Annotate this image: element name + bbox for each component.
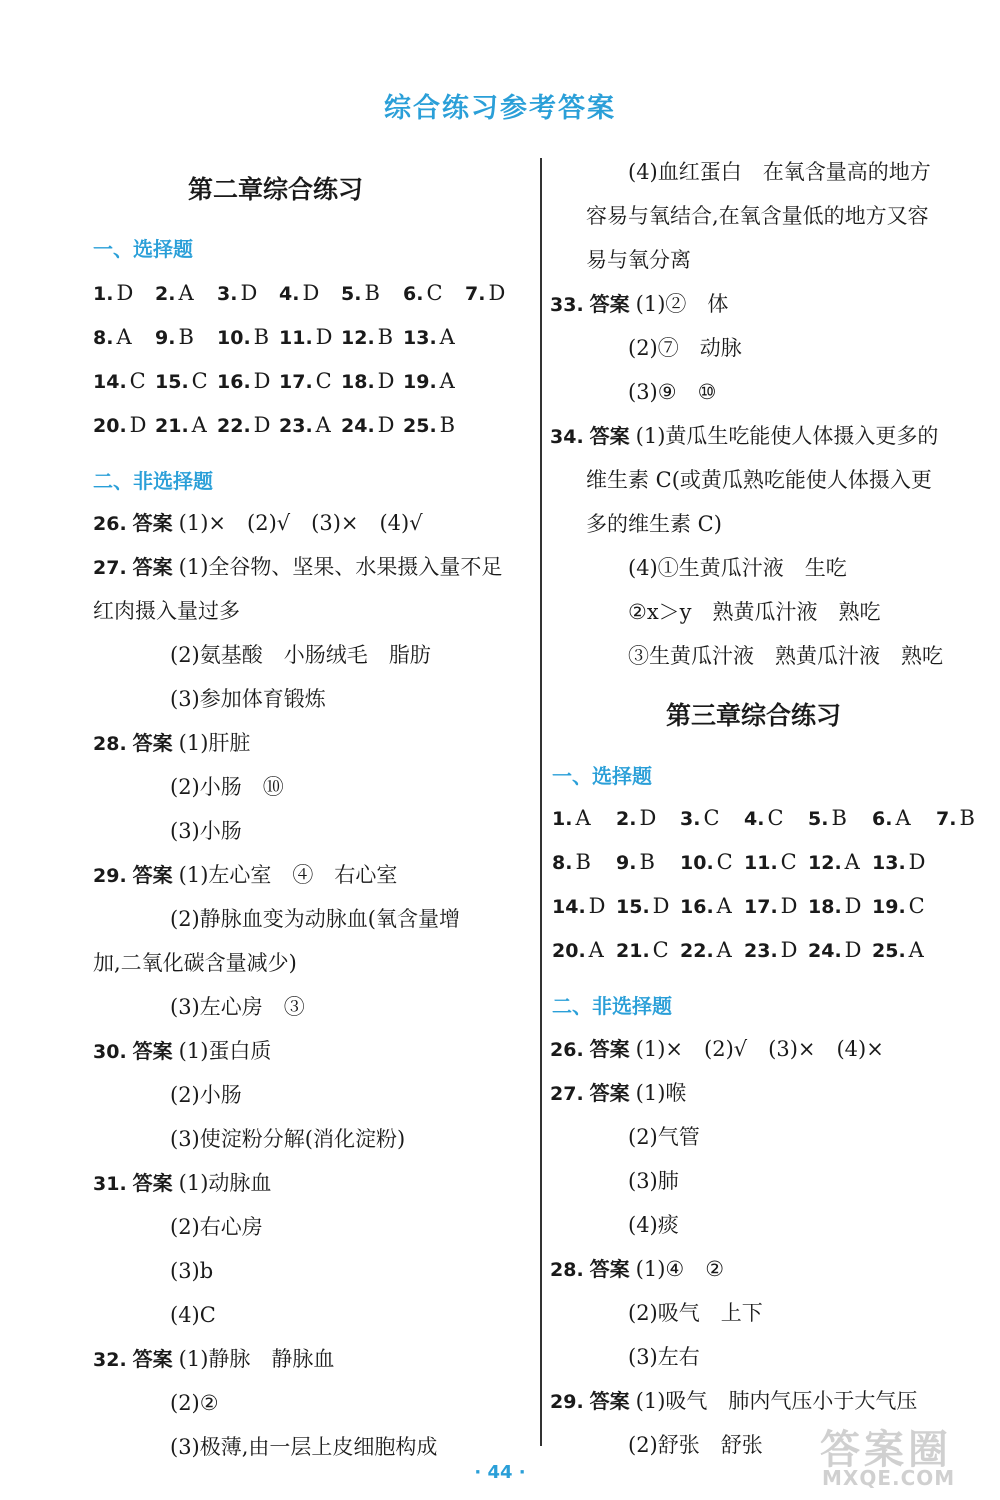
choice-letter: A xyxy=(191,413,207,437)
choice-answer xyxy=(744,891,798,922)
answer-line: (2)舒张 舒张 xyxy=(628,1433,763,1457)
choice-number: 14. xyxy=(93,371,127,393)
answer-line: (2)右心房 xyxy=(170,1215,263,1239)
choice-answer xyxy=(616,847,655,878)
choice-answer xyxy=(403,278,443,309)
section-heading: 一、选择题 xyxy=(552,764,652,788)
choice-letter: B xyxy=(575,850,591,874)
question-line xyxy=(93,508,423,539)
choice-answer xyxy=(616,803,656,834)
choice-number: 17. xyxy=(744,896,778,918)
answer-text: (1)× (2)√ (3)× (4)√ xyxy=(178,511,423,535)
choice-number: 1. xyxy=(93,283,114,305)
question-line xyxy=(93,552,502,583)
choice-number: 23. xyxy=(279,415,313,437)
choice-letter: A xyxy=(895,806,911,830)
answer-line: (3)肺 xyxy=(628,1169,679,1193)
answer-line: (3)⑨ ⑩ xyxy=(628,380,717,404)
choice-number: 7. xyxy=(465,283,486,305)
choice-letter: C xyxy=(716,850,733,874)
question-number: 27. xyxy=(550,1083,584,1105)
choice-number: 11. xyxy=(279,327,313,349)
question-number: 29. xyxy=(93,865,127,887)
choice-number: 20. xyxy=(552,940,586,962)
choice-letter: C xyxy=(129,369,146,393)
answer-text: (1)吸气 肺内气压小于大气压 xyxy=(635,1389,918,1413)
choice-letter: D xyxy=(240,281,258,305)
answer-line: (4)①生黄瓜汁液 生吃 xyxy=(628,556,847,580)
question-line xyxy=(550,1078,686,1109)
choice-answer xyxy=(616,935,669,966)
choice-answer xyxy=(155,278,194,309)
choice-letter: A xyxy=(116,325,132,349)
choice-letter: C xyxy=(908,894,925,918)
answer-label: 答案 xyxy=(132,863,173,887)
choice-answer xyxy=(155,366,208,397)
choice-answer xyxy=(616,891,670,922)
choice-number: 3. xyxy=(680,808,701,830)
question-number: 27. xyxy=(93,557,127,579)
answer-text: (1)蛋白质 xyxy=(178,1039,272,1063)
answer-line: (3)左右 xyxy=(628,1345,700,1369)
answer-line: (2)② xyxy=(170,1391,219,1415)
choice-number: 24. xyxy=(808,940,842,962)
choice-letter: B xyxy=(831,806,847,830)
choice-answer xyxy=(808,803,847,834)
section-heading: 一、选择题 xyxy=(93,237,193,261)
choice-answer xyxy=(403,322,455,353)
choice-answer xyxy=(341,278,380,309)
answer-text: (1)④ ② xyxy=(635,1257,725,1281)
choice-letter: D xyxy=(253,413,271,437)
choice-answer xyxy=(744,847,797,878)
question-number: 26. xyxy=(93,513,127,535)
choice-number: 13. xyxy=(403,327,437,349)
choice-answer xyxy=(465,278,505,309)
choice-answer xyxy=(403,410,455,441)
watermark-logo xyxy=(810,1418,990,1496)
answer-line: (4)痰 xyxy=(628,1213,679,1237)
answer-label: 答案 xyxy=(132,731,173,755)
answer-line: (4)血红蛋白 在氧含量高的地方 xyxy=(628,160,931,184)
choice-answer xyxy=(552,803,591,834)
choice-answer xyxy=(155,322,194,353)
choice-number: 11. xyxy=(744,852,778,874)
choice-number: 9. xyxy=(155,327,176,349)
choice-answer xyxy=(217,322,269,353)
choice-answer xyxy=(217,410,271,441)
question-number: 28. xyxy=(93,733,127,755)
answer-label: 答案 xyxy=(132,1039,173,1063)
answer-line: 红肉摄入量过多 xyxy=(93,599,240,623)
choice-letter: A xyxy=(178,281,194,305)
choice-answer xyxy=(279,410,331,441)
choice-letter: D xyxy=(488,281,506,305)
answer-text: (1)② 体 xyxy=(635,292,729,316)
answer-line: (2)小肠 xyxy=(170,1083,242,1107)
choice-letter: D xyxy=(844,938,862,962)
answer-line: (3)左心房 ③ xyxy=(170,995,305,1019)
question-line xyxy=(93,1168,271,1199)
choice-letter: B xyxy=(178,325,194,349)
choice-answer xyxy=(341,410,395,441)
choice-letter: C xyxy=(652,938,669,962)
choice-answer xyxy=(155,410,207,441)
question-number: 32. xyxy=(93,1349,127,1371)
choice-number: 21. xyxy=(616,940,650,962)
choice-answer xyxy=(552,847,591,878)
answer-line: (3)b xyxy=(170,1259,214,1283)
choice-answer xyxy=(680,803,720,834)
question-number: 33. xyxy=(550,294,584,316)
answer-line: (2)⑦ 动脉 xyxy=(628,336,742,360)
answer-line: 容易与氧结合,在氧含量低的地方又容 xyxy=(586,204,929,228)
choice-number: 14. xyxy=(552,896,586,918)
choice-number: 18. xyxy=(808,896,842,918)
question-number: 31. xyxy=(93,1173,127,1195)
choice-answer xyxy=(936,803,975,834)
answer-text: (1)黄瓜生吃能使人体摄入更多的 xyxy=(635,424,939,448)
answer-line: (2)氨基酸 小肠绒毛 脂肪 xyxy=(170,643,431,667)
answer-line: ②x＞y 熟黄瓜汁液 熟吃 xyxy=(628,600,881,624)
choice-letter: D xyxy=(652,894,670,918)
answer-label: 答案 xyxy=(132,1347,173,1371)
choice-answer xyxy=(808,935,862,966)
answer-text: (1)× (2)√ (3)× (4)× xyxy=(635,1037,884,1061)
answer-label: 答案 xyxy=(589,292,630,316)
choice-answer xyxy=(552,935,604,966)
choice-letter: D xyxy=(639,806,657,830)
question-line xyxy=(550,289,728,320)
choice-number: 21. xyxy=(155,415,189,437)
choice-answer xyxy=(279,366,332,397)
chapter-title: 第二章综合练习 xyxy=(188,175,364,204)
answer-line: (2)静脉血变为动脉血(氧含量增 xyxy=(170,907,460,931)
question-number: 30. xyxy=(93,1041,127,1063)
choice-number: 16. xyxy=(217,371,251,393)
choice-letter: D xyxy=(302,281,320,305)
choice-letter: A xyxy=(908,938,924,962)
choice-number: 15. xyxy=(155,371,189,393)
question-line xyxy=(93,1036,271,1067)
section-heading: 二、非选择题 xyxy=(552,994,672,1018)
choice-letter: C xyxy=(426,281,443,305)
choice-answer xyxy=(808,891,862,922)
answer-line: 易与氧分离 xyxy=(586,248,691,272)
choice-number: 1. xyxy=(552,808,573,830)
choice-letter: A xyxy=(844,850,860,874)
question-number: 29. xyxy=(550,1391,584,1413)
answer-line: (4)C xyxy=(170,1303,216,1327)
answer-label: 答案 xyxy=(132,511,173,535)
choice-letter: A xyxy=(716,894,732,918)
answer-line: (3)使淀粉分解(消化淀粉) xyxy=(170,1127,406,1151)
choice-letter: D xyxy=(377,369,395,393)
choice-answer xyxy=(680,891,732,922)
watermark-text: 答案圈 xyxy=(820,1427,952,1473)
choice-letter: D xyxy=(844,894,862,918)
choice-number: 22. xyxy=(680,940,714,962)
choice-answer xyxy=(341,366,395,397)
answer-label: 答案 xyxy=(589,1037,630,1061)
choice-number: 19. xyxy=(403,371,437,393)
section-heading: 二、非选择题 xyxy=(93,469,213,493)
choice-letter: D xyxy=(315,325,333,349)
choice-number: 22. xyxy=(217,415,251,437)
page-number: · 44 · xyxy=(474,1462,526,1483)
choice-number: 6. xyxy=(872,808,893,830)
choice-answer xyxy=(808,847,860,878)
question-line xyxy=(93,728,250,759)
choice-number: 25. xyxy=(403,415,437,437)
choice-answer xyxy=(279,322,333,353)
choice-letter: B xyxy=(639,850,655,874)
choice-answer xyxy=(93,410,147,441)
answer-text: (1)喉 xyxy=(635,1081,687,1105)
page-title: 综合练习参考答案 xyxy=(384,93,616,124)
choice-number: 17. xyxy=(279,371,313,393)
choice-letter: A xyxy=(439,369,455,393)
choice-number: 23. xyxy=(744,940,778,962)
answer-line: 加,二氧化碳含量减少) xyxy=(93,951,297,975)
choice-answer xyxy=(341,322,393,353)
choice-number: 3. xyxy=(217,283,238,305)
answer-line: (3)小肠 xyxy=(170,819,242,843)
choice-letter: A xyxy=(315,413,331,437)
choice-letter: B xyxy=(439,413,456,437)
choice-letter: C xyxy=(767,806,784,830)
choice-answer xyxy=(744,935,798,966)
question-number: 28. xyxy=(550,1259,584,1281)
choice-letter: A xyxy=(439,325,455,349)
answer-label: 答案 xyxy=(589,1257,630,1281)
choice-number: 25. xyxy=(872,940,906,962)
answer-text: (1)静脉 静脉血 xyxy=(178,1347,335,1371)
question-line xyxy=(550,1034,884,1065)
choice-letter: B xyxy=(364,281,380,305)
choice-number: 12. xyxy=(808,852,842,874)
choice-letter: D xyxy=(377,413,395,437)
question-number: 34. xyxy=(550,426,584,448)
choice-answer xyxy=(680,935,732,966)
choice-number: 6. xyxy=(403,283,424,305)
choice-answer xyxy=(872,803,911,834)
choice-letter: D xyxy=(588,894,606,918)
choice-letter: B xyxy=(253,325,270,349)
choice-letter: D xyxy=(908,850,926,874)
answer-line: (2)吸气 上下 xyxy=(628,1301,763,1325)
choice-letter: B xyxy=(959,806,975,830)
choice-letter: C xyxy=(780,850,797,874)
question-number: 26. xyxy=(550,1039,584,1061)
choice-answer xyxy=(279,278,319,309)
answer-label: 答案 xyxy=(589,1389,630,1413)
choice-number: 10. xyxy=(217,327,251,349)
choice-letter: D xyxy=(780,938,798,962)
choice-number: 20. xyxy=(93,415,127,437)
question-line xyxy=(550,421,938,452)
choice-answer xyxy=(217,366,271,397)
answer-line: (3)极薄,由一层上皮细胞构成 xyxy=(170,1435,438,1459)
choice-letter: D xyxy=(780,894,798,918)
choice-number: 13. xyxy=(872,852,906,874)
answer-line: (2)小肠 ⑩ xyxy=(170,775,284,799)
answer-label: 答案 xyxy=(132,1171,173,1195)
choice-letter: A xyxy=(575,806,591,830)
choice-answer xyxy=(403,366,455,397)
choice-number: 5. xyxy=(341,283,362,305)
choice-answer xyxy=(93,322,132,353)
choice-answer xyxy=(217,278,257,309)
choice-letter: C xyxy=(191,369,208,393)
answer-label: 答案 xyxy=(589,1081,630,1105)
choice-letter: A xyxy=(716,938,732,962)
question-line xyxy=(93,860,397,891)
choice-number: 15. xyxy=(616,896,650,918)
choice-letter: C xyxy=(315,369,332,393)
chapter-title: 第三章综合练习 xyxy=(666,701,842,730)
choice-number: 10. xyxy=(680,852,714,874)
choice-number: 19. xyxy=(872,896,906,918)
question-line xyxy=(550,1386,917,1417)
choice-letter: B xyxy=(377,325,394,349)
answer-line: 维生素 C(或黄瓜熟吃能使人体摄入更 xyxy=(586,468,932,492)
choice-answer xyxy=(93,366,146,397)
answer-line: ③生黄瓜汁液 熟黄瓜汁液 熟吃 xyxy=(628,644,943,668)
answer-text: (1)动脉血 xyxy=(178,1171,272,1195)
choice-number: 8. xyxy=(93,327,114,349)
choice-letter: D xyxy=(116,281,134,305)
answer-line: 多的维生素 C) xyxy=(586,512,722,536)
question-line xyxy=(93,1344,334,1375)
answer-text: (1)全谷物、坚果、水果摄入量不足 xyxy=(178,555,503,579)
choice-letter: D xyxy=(253,369,271,393)
choice-number: 2. xyxy=(155,283,176,305)
choice-number: 18. xyxy=(341,371,375,393)
answer-line: (3)参加体育锻炼 xyxy=(170,687,326,711)
choice-answer xyxy=(872,891,925,922)
answer-label: 答案 xyxy=(589,424,630,448)
choice-number: 12. xyxy=(341,327,375,349)
choice-answer xyxy=(872,935,924,966)
choice-answer xyxy=(872,847,926,878)
choice-number: 24. xyxy=(341,415,375,437)
choice-answer xyxy=(680,847,733,878)
choice-answer xyxy=(93,278,133,309)
watermark-url: MXQE.COM xyxy=(822,1466,956,1490)
choice-number: 5. xyxy=(808,808,829,830)
answer-label: 答案 xyxy=(132,555,173,579)
choice-number: 2. xyxy=(616,808,637,830)
choice-answer xyxy=(552,891,606,922)
choice-answer xyxy=(744,803,784,834)
choice-letter: D xyxy=(129,413,147,437)
choice-number: 4. xyxy=(279,283,300,305)
choice-number: 16. xyxy=(680,896,714,918)
choice-number: 8. xyxy=(552,852,573,874)
choice-letter: C xyxy=(703,806,720,830)
answer-text: (1)左心室 ④ 右心室 xyxy=(178,863,398,887)
answer-text: (1)肝脏 xyxy=(178,731,251,755)
choice-number: 7. xyxy=(936,808,957,830)
choice-letter: A xyxy=(588,938,604,962)
answer-line: (2)气管 xyxy=(628,1125,700,1149)
question-line xyxy=(550,1254,724,1285)
choice-number: 4. xyxy=(744,808,765,830)
column-divider xyxy=(540,158,542,1446)
choice-number: 9. xyxy=(616,852,637,874)
